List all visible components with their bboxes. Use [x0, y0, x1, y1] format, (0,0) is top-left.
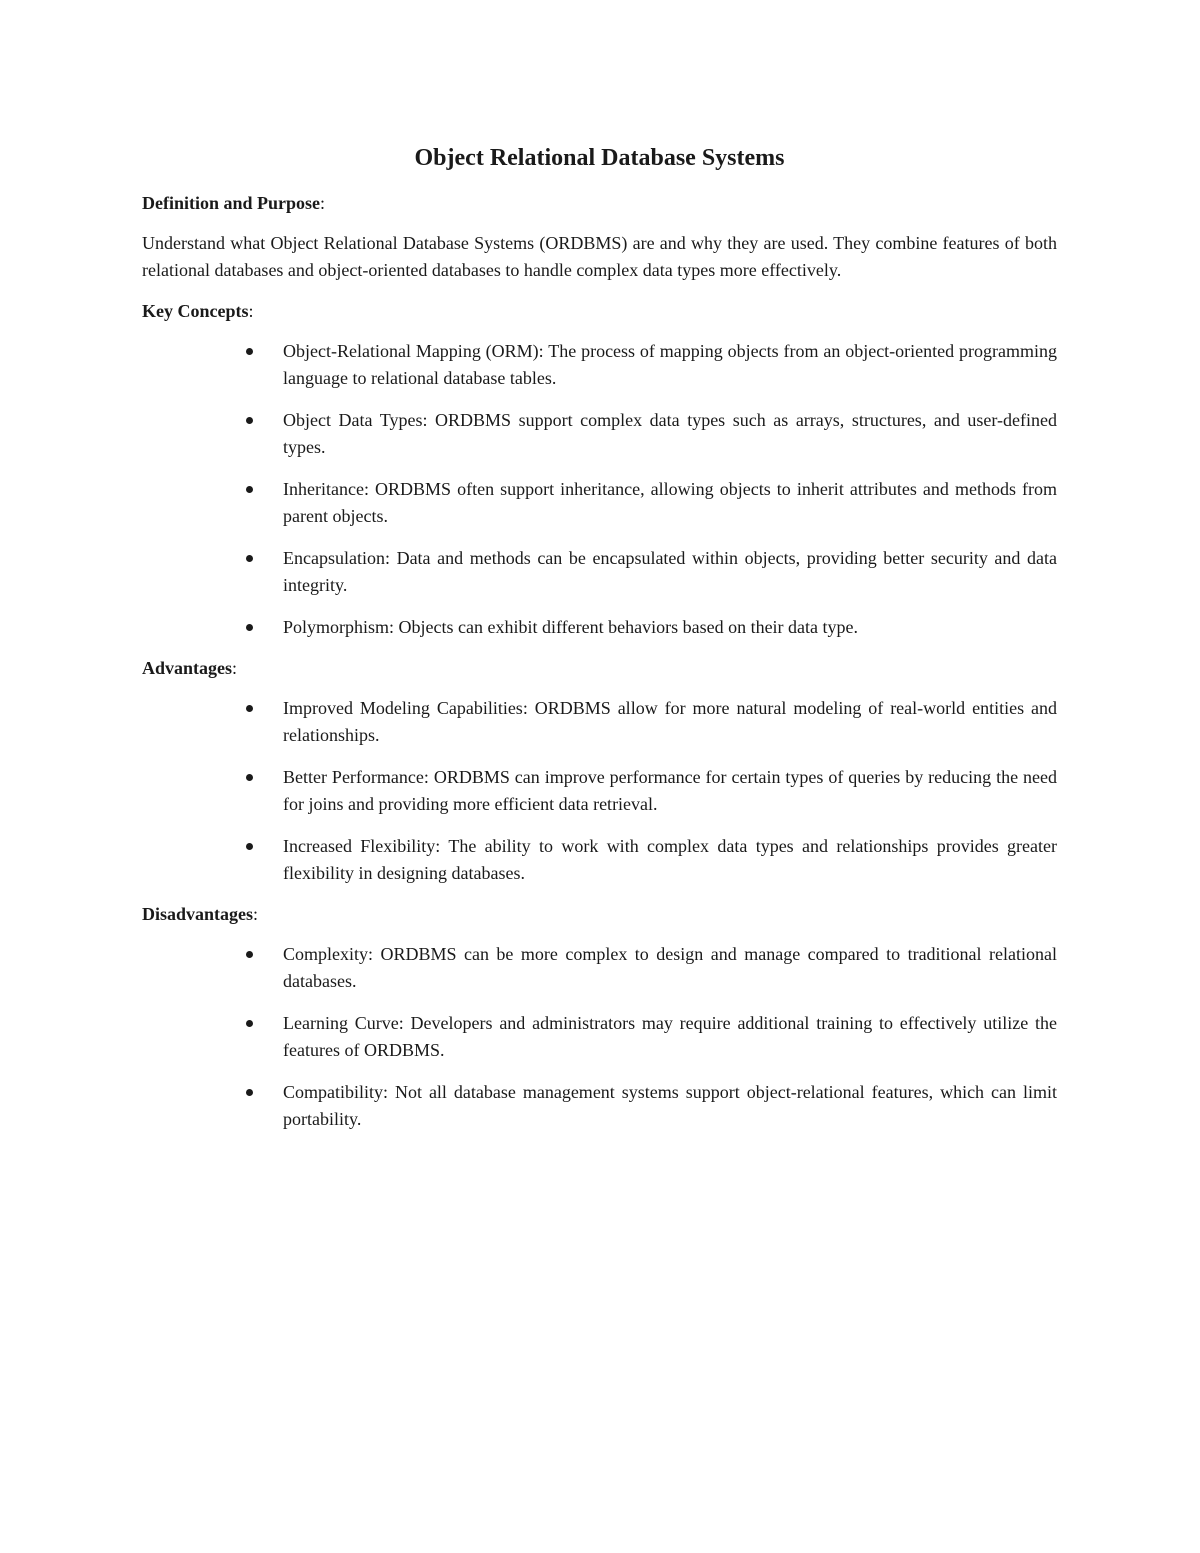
- list-item: [142, 614, 1057, 641]
- bullet-icon: [246, 1020, 253, 1027]
- list-item: [142, 338, 1057, 392]
- section-heading-text: Advantages: [142, 658, 233, 678]
- key-concepts-list: [142, 338, 1057, 641]
- list-item-text: Inheritance: ORDBMS often support inheritance, allowing objects to inherit attributes and methods from parent objects.: [283, 479, 1057, 526]
- section-heading-text: Key Concepts: [142, 301, 249, 321]
- bullet-icon: [246, 1089, 253, 1096]
- list-item-text: Complexity: ORDBMS can be more complex to design and manage compared to traditional relational databases.: [283, 944, 1057, 991]
- section-heading-definition: [142, 190, 1057, 216]
- list-item: [142, 695, 1057, 749]
- document-content: [142, 140, 1057, 1147]
- list-item-text: Improved Modeling Capabilities: ORDBMS allow for more natural modeling of real-world entities and relationships.: [283, 698, 1057, 745]
- bullet-icon: [246, 951, 253, 958]
- list-item-text: Compatibility: Not all database management systems support object-relational features, which can limit portability.: [283, 1082, 1057, 1129]
- list-item-text: Learning Curve: Developers and administrators may require additional training to effectively utilize the features of ORDBMS.: [283, 1013, 1057, 1060]
- section-heading-text: Disadvantages: [142, 904, 254, 924]
- list-item: [142, 476, 1057, 530]
- bullet-icon: [246, 348, 253, 355]
- bullet-icon: [246, 843, 253, 850]
- bullet-icon: [246, 555, 253, 562]
- list-item: [142, 545, 1057, 599]
- section-heading-advantages: [142, 655, 1057, 681]
- bullet-icon: [246, 774, 253, 781]
- section-heading-colon: :: [248, 301, 254, 321]
- section-heading-colon: :: [232, 658, 238, 678]
- section-heading-disadvantages: [142, 901, 1057, 927]
- list-item-text: Object-Relational Mapping (ORM): The process of mapping objects from an object-oriented programming language to relational database tables.: [283, 341, 1057, 388]
- bullet-icon: [246, 705, 253, 712]
- list-item-text: Encapsulation: Data and methods can be encapsulated within objects, providing better security and data integrity.: [283, 548, 1057, 595]
- list-item: [142, 764, 1057, 818]
- list-item-text: Increased Flexibility: The ability to work with complex data types and relationships provides greater flexibility in designing databases.: [283, 836, 1057, 883]
- disadvantages-list: [142, 941, 1057, 1133]
- bullet-icon: [246, 486, 253, 493]
- list-item: [142, 941, 1057, 995]
- definition-paragraph: Understand what Object Relational Database Systems (ORDBMS) are and why they are used. They combine features of both relational databases and object-oriented databases to handle complex data types more effectively.: [142, 233, 1057, 280]
- list-item: [142, 407, 1057, 461]
- document-title: Object Relational Database Systems: [414, 145, 785, 171]
- list-item-text: Object Data Types: ORDBMS support complex data types such as arrays, structures, and user-defined types.: [283, 410, 1057, 457]
- section-heading-key-concepts: [142, 298, 1057, 324]
- list-item-text: Better Performance: ORDBMS can improve performance for certain types of queries by reducing the need for joins and providing more efficient data retrieval.: [283, 767, 1057, 814]
- advantages-list: [142, 695, 1057, 887]
- bullet-icon: [246, 417, 253, 424]
- bullet-icon: [246, 624, 253, 631]
- list-item: [142, 1079, 1057, 1133]
- list-item-text: Polymorphism: Objects can exhibit different behaviors based on their data type.: [283, 617, 859, 637]
- list-item: [142, 1010, 1057, 1064]
- list-item: [142, 833, 1057, 887]
- section-heading-colon: :: [320, 193, 326, 213]
- section-heading-text: Definition and Purpose: [142, 193, 321, 213]
- section-heading-colon: :: [253, 904, 259, 924]
